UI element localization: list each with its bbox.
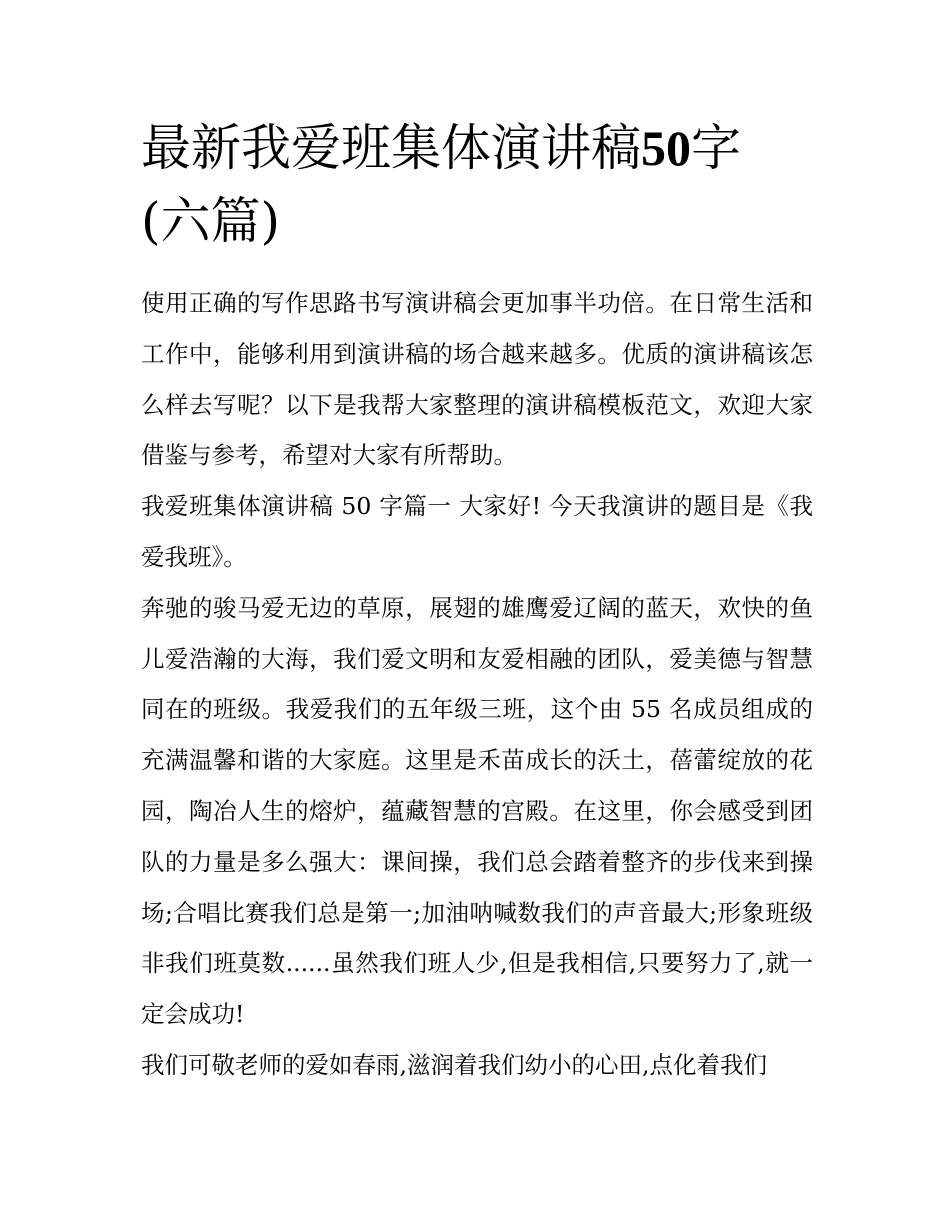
paragraph-heading: 我爱班集体演讲稿 50 字篇一 大家好! 今天我演讲的题目是《我爱我班》。 <box>141 492 813 571</box>
title-text: 最新我爱班集体演讲稿 <box>141 119 641 177</box>
paragraph-intro: 使用正确的写作思路书写演讲稿会更加事半功倍。在日常生活和工作中，能够利用到演讲稿的场合越来越多。优质的演讲稿该怎么样去写呢？以下是我帮大家整理的演讲稿模板范文，欢迎大家借鉴与参考，希望对大家有所帮助。 <box>141 289 813 470</box>
paragraph-list <box>141 278 813 1091</box>
title-suffix: 字 <box>691 119 741 177</box>
paragraph-continued: 我们可敬老师的爱如春雨,滋润着我们幼小的心田,点化着我们 <box>141 1050 767 1079</box>
title-subtitle: (六篇) <box>141 192 281 250</box>
document-body <box>141 112 813 1091</box>
document-title <box>141 112 813 258</box>
paragraph-body: 奔驰的骏马爱无边的草原，展翅的雄鹰爱辽阔的蓝天，欢快的鱼儿爱浩瀚的大海，我们爱文明和友爱相融的团队，爱美德与智慧同在的班级。我爱我们的五年级三班，这个由 55 名成员组成的充满温馨和谐的大家庭。这里是禾苗成长的沃土，蓓蕾绽放的花园，陶冶人生的熔炉，蕴藏智慧的宫殿。在这里，你会感受到团队的力量是多么强大：课间操，我们总会踏着整齐的步伐来到操场;合唱比赛我们总是第一;加油呐喊数我们的声音最大;形象班级非我们班莫数......虽然我们班人少,但是我相信,只要努力了,就一定会成功! <box>141 593 813 1029</box>
title-number: 50 <box>641 120 691 176</box>
